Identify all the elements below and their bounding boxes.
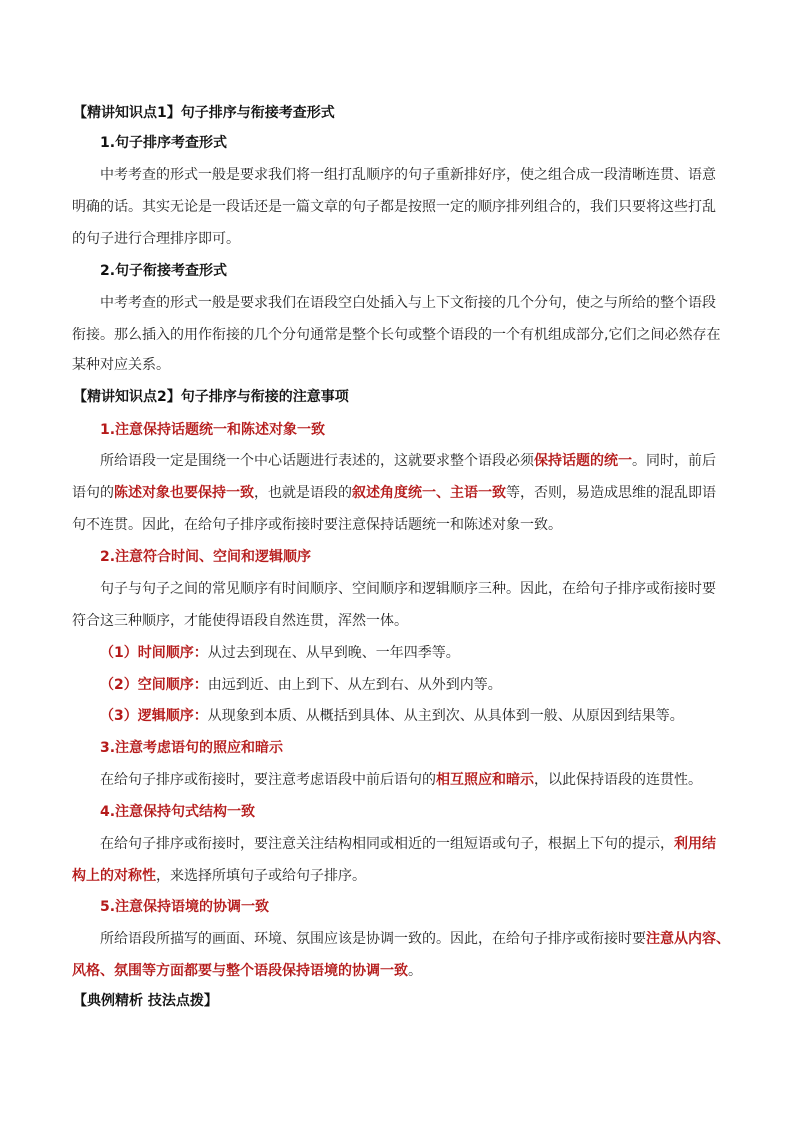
key-phrase: 构上的对称性: [72, 868, 156, 884]
section-heading-1: 【精讲知识点1】句子排序与衔接考查形式: [73, 105, 335, 121]
item-title-echo: 3.注意考虑语句的照应和暗示: [100, 740, 284, 756]
key-phrase: 保持话题的统一: [534, 453, 632, 469]
paragraph-line: 某种对应关系。: [72, 357, 170, 373]
paragraph-line: 风格、氛围等方面都要与整个语段保持语境的协调一致。: [72, 963, 422, 979]
order-item-time: （1）时间顺序：从过去到现在、从早到晚、一年四季等。: [100, 645, 460, 661]
paragraph-line: 在给句子排序或衔接时，要注意考虑语段中前后语句的相互照应和暗示，以此保持语段的连贯性。: [100, 772, 702, 788]
item-title-order: 2.注意符合时间、空间和逻辑顺序: [100, 549, 312, 565]
paragraph-line: 明确的话。其实无论是一段话还是一篇文章的句子都是按照一定的顺序排列组合的，我们只要将这些打乱: [72, 199, 716, 215]
subheading-connection-form: 2.句子衔接考查形式: [100, 263, 228, 279]
key-phrase: 相互照应和暗示: [436, 772, 534, 788]
key-phrase: 叙述角度统一、主语一致: [352, 485, 506, 501]
paragraph-line: 在给句子排序或衔接时，要注意关注结构相同或相近的一组短语或句子，根据上下句的提示，利用结: [100, 836, 716, 852]
paragraph-line: 所给语段一定是围绕一个中心话题进行表述的，这就要求整个语段必须保持话题的统一。同时，前后: [100, 453, 716, 469]
order-label: （3）逻辑顺序：: [100, 708, 208, 724]
paragraph-line: 的句子进行合理排序即可。: [72, 231, 240, 247]
paragraph-line: 句子与句子之间的常见顺序有时间顺序、空间顺序和逻辑顺序三种。因此，在给句子排序或衔接时要: [100, 581, 716, 597]
section-heading-3: 【典例精析 技法点拨】: [73, 993, 218, 1009]
paragraph-line: 符合这三种顺序，才能使得语段自然连贯，浑然一体。: [72, 613, 408, 629]
paragraph-line: 构上的对称性，来选择所填句子或给句子排序。: [72, 868, 366, 884]
subheading-sorting-form: 1.句子排序考查形式: [100, 135, 228, 151]
key-phrase: 陈述对象也要保持一致: [114, 485, 254, 501]
key-phrase: 风格、氛围等方面都要与整个语段保持语境的协调一致: [72, 963, 408, 979]
item-title-structure: 4.注意保持句式结构一致: [100, 804, 256, 820]
item-title-context: 5.注意保持语境的协调一致: [100, 899, 270, 915]
paragraph-line: 句不连贯。因此，在给句子排序或衔接时要注意保持话题统一和陈述对象一致。: [72, 517, 562, 533]
paragraph-line: 语句的陈述对象也要保持一致，也就是语段的叙述角度统一、主语一致等，否则，易造成思维的混乱即语: [72, 485, 716, 501]
paragraph-line: 衔接。那么插入的用作衔接的几个分句通常是整个长句或整个语段的一个有机组成部分,它们之间必然存在: [72, 327, 721, 343]
order-item-logic: （3）逻辑顺序：从现象到本质、从概括到具体、从主到次、从具体到一般、从原因到结果等。: [100, 708, 684, 724]
paragraph-line: 中考考查的形式一般是要求我们在语段空白处插入与上下文衔接的几个分句，使之与所给的整个语段: [100, 295, 716, 311]
key-phrase: 注意从内容、: [646, 931, 730, 947]
item-title-topic-unity: 1.注意保持话题统一和陈述对象一致: [100, 422, 326, 438]
paragraph-line: 所给语段所描写的画面、环境、氛围应该是协调一致的。因此，在给句子排序或衔接时要注意从内容、: [100, 931, 730, 947]
order-item-space: （2）空间顺序：由远到近、由上到下、从左到右、从外到内等。: [100, 677, 502, 693]
order-label: （2）空间顺序：: [100, 677, 208, 693]
paragraph-line: 中考考查的形式一般是要求我们将一组打乱顺序的句子重新排好序，使之组合成一段清晰连贯、语意: [100, 167, 716, 183]
order-label: （1）时间顺序：: [100, 645, 208, 661]
key-phrase: 利用结: [674, 836, 716, 852]
section-heading-2: 【精讲知识点2】句子排序与衔接的注意事项: [73, 389, 349, 405]
